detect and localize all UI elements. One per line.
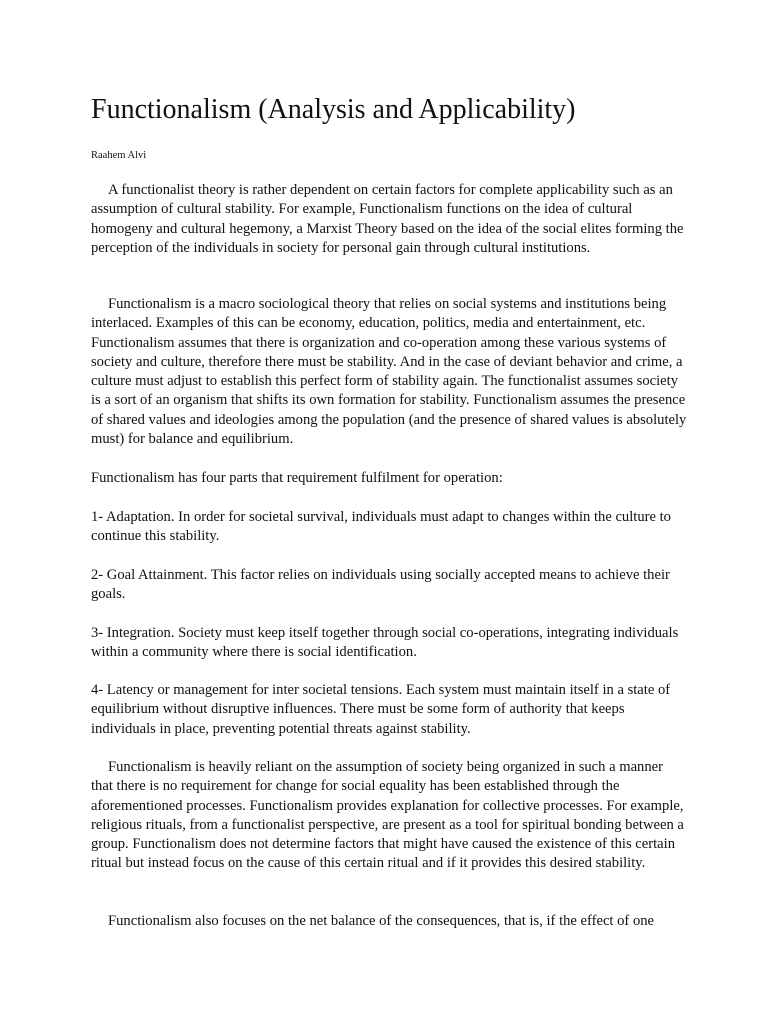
list-item-integration: 3- Integration. Society must keep itself together through social co-operations, integrating individuals within a community where there is social identification. xyxy=(91,625,679,661)
list-item-latency: 4- Latency or management for inter societal tensions. Each system must maintain itself in a state of equilibrium without disruptive influences. There must be some form of authority that keeps individuals in place, preventing potential threats against stability. xyxy=(91,682,671,737)
paragraph-macro-theory: Functionalism is a macro sociological theory that relies on social systems and institutions being interlaced. Examples of this can be economy, education, politics, media and entertainment, etc. Functionalism assumes that there is organization and co-operation among these various systems of society and culture, therefore there must be stability. And in the case of deviant behavior and crime, a culture must adjust to establish this perfect form of stability again. The functionalist assumes society is a sort of an organism that shifts its own formation for stability. Functionalism assumes the presence of shared values and ideologies among the population (and the presence of shared values is absolutely must) for balance and equilibrium. xyxy=(91,296,687,448)
paragraph-assumption-of-organization: Functionalism is heavily reliant on the assumption of society being organized in such a manner that there is no requirement for change for social equality has been established through the aforementioned processes. Functionalism provides explanation for collective processes. For example, religious rituals, from a functionalist perspective, are present as a tool for spiritual bonding between a group. Functionalism does not determine factors that might have caused the existence of this certain ritual but instead focus on the cause of this certain ritual and if it provides this desired stability. xyxy=(91,759,684,872)
paragraph-net-balance: Functionalism also focuses on the net balance of the consequences, that is, if the effect of one xyxy=(108,913,655,929)
paragraph-cultural-stability: A functionalist theory is rather dependent on certain factors for complete applicability such as an assumption of cultural stability. For example, Functionalism functions on the idea of cultural homogeny and cultural hegemony, a Marxist Theory based on the idea of the social elites forming the perception of the individuals in society for personal gain through cultural institutions. xyxy=(91,182,684,256)
document-title: Functionalism (Analysis and Applicability) xyxy=(91,94,576,125)
document-author: Raahem Alvi xyxy=(91,150,147,161)
paragraph-four-parts-intro: Functionalism has four parts that requirement fulfilment for operation: xyxy=(91,470,503,486)
list-item-goal-attainment: 2- Goal Attainment. This factor relies on individuals using socially accepted means to achieve their goals. xyxy=(91,567,670,603)
list-item-adaptation: 1- Adaptation. In order for societal survival, individuals must adapt to changes within the culture to continue this stability. xyxy=(91,509,671,545)
